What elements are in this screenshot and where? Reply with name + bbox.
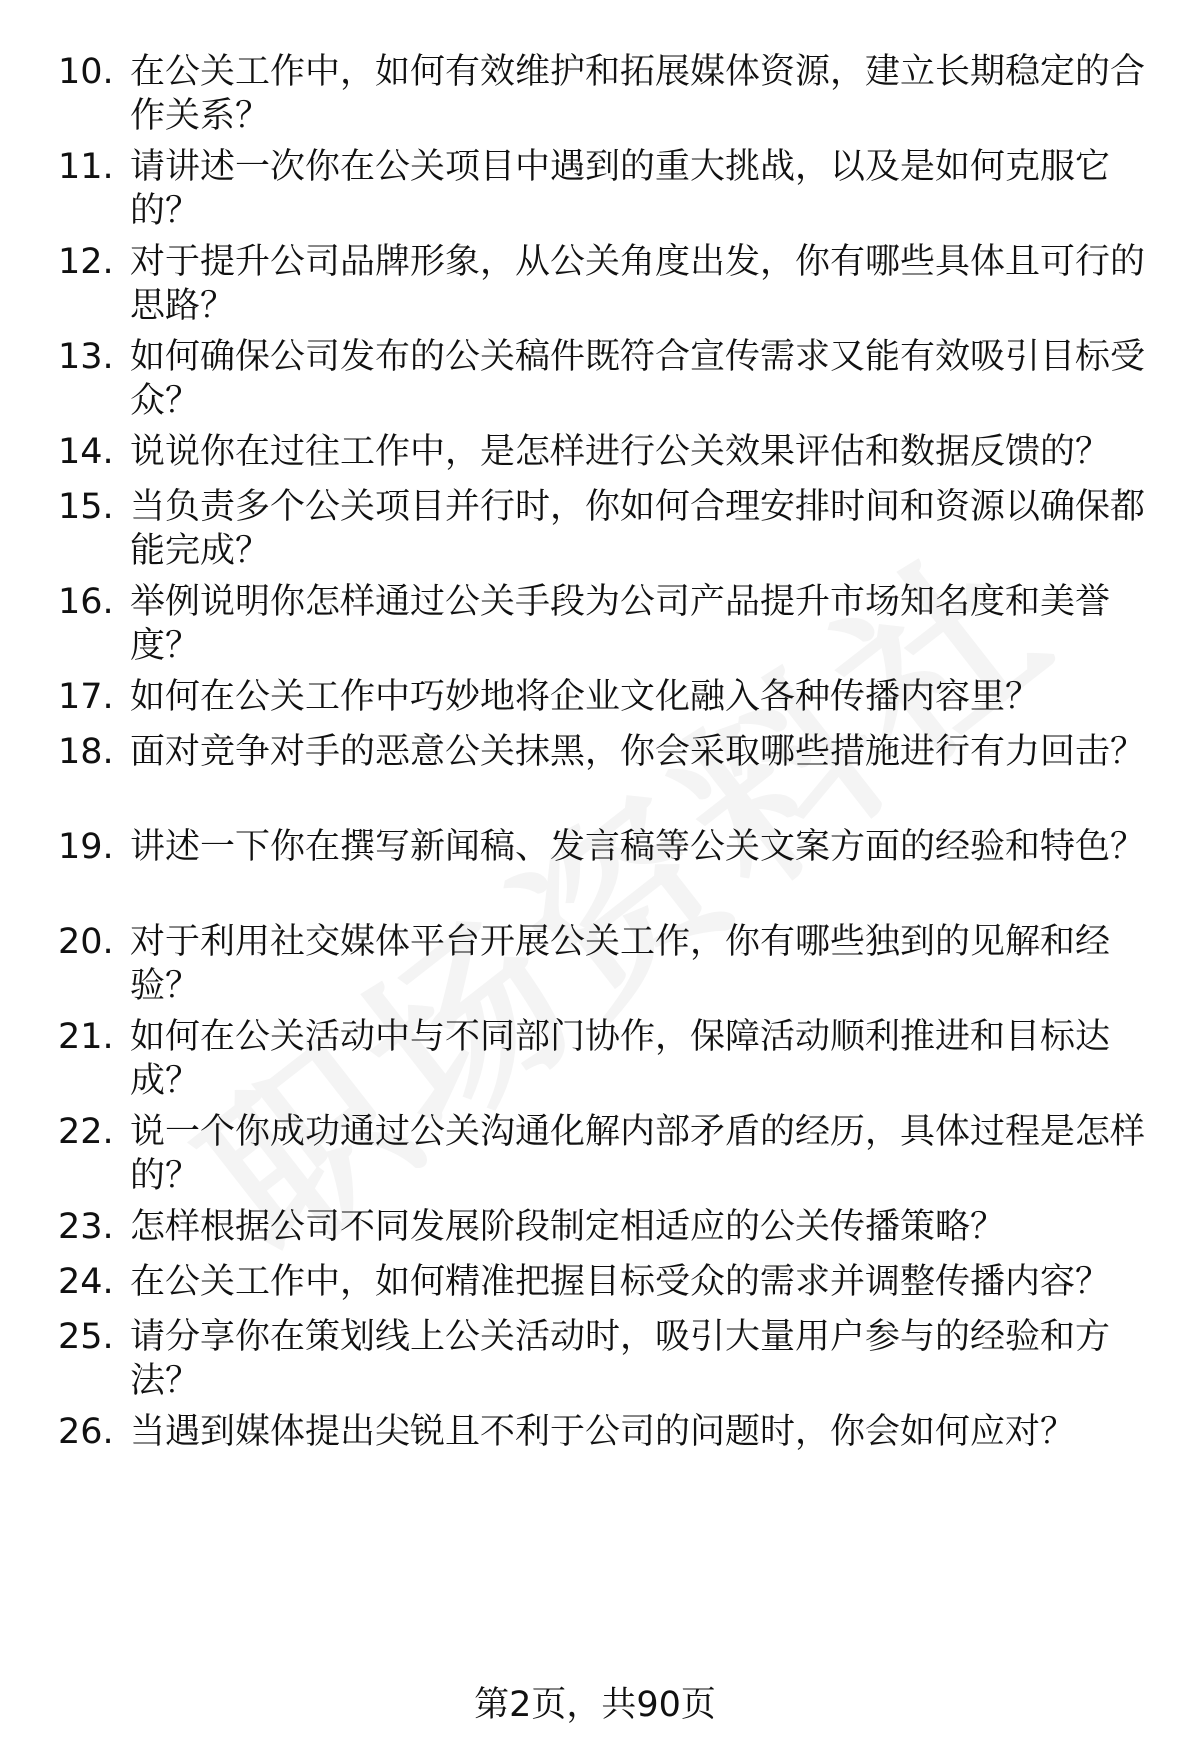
question-number: 13. xyxy=(58,337,114,377)
question-text: 请分享你在策划线上公关活动时，吸引大量用户参与的经验和方法？ xyxy=(130,1317,1111,1401)
question-number: 11. xyxy=(58,147,114,187)
question-text: 当负责多个公关项目并行时，你如何合理安排时间和资源以确保都能完成？ xyxy=(130,487,1146,571)
question-number: 25. xyxy=(58,1317,114,1357)
question-text: 当遇到媒体提出尖锐且不利于公司的问题时，你会如何应对？ xyxy=(130,1412,1076,1452)
question-text: 面对竞争对手的恶意公关抹黑，你会采取哪些措施进行有力回击？ xyxy=(130,732,1146,772)
question-text: 对于利用社交媒体平台开展公关工作，你有哪些独到的见解和经验？ xyxy=(130,922,1111,1006)
question-text: 在公关工作中，如何有效维护和拓展媒体资源，建立长期稳定的合作关系？ xyxy=(130,52,1146,136)
question-text: 在公关工作中，如何精准把握目标受众的需求并调整传播内容？ xyxy=(130,1262,1111,1302)
question-number: 23. xyxy=(58,1207,114,1247)
question-number: 16. xyxy=(58,582,114,622)
question-number: 17. xyxy=(58,677,114,717)
question-text: 如何确保公司发布的公关稿件既符合宣传需求又能有效吸引目标受众？ xyxy=(130,337,1146,421)
question-text: 举例说明你怎样通过公关手段为公司产品提升市场知名度和美誉度？ xyxy=(130,582,1111,666)
question-number: 18. xyxy=(58,732,114,772)
question-number: 24. xyxy=(58,1262,114,1302)
question-text: 请讲述一次你在公关项目中遇到的重大挑战，以及是如何克服它的？ xyxy=(130,147,1111,231)
question-number: 15. xyxy=(58,487,114,527)
page-number-footer: 第2页，共90页 xyxy=(474,1685,716,1725)
question-number: 10. xyxy=(58,52,114,92)
question-number: 14. xyxy=(58,432,114,472)
question-text: 如何在公关工作中巧妙地将企业文化融入各种传播内容里？ xyxy=(130,677,1041,717)
question-text: 说说你在过往工作中，是怎样进行公关效果评估和数据反馈的？ xyxy=(130,432,1111,472)
question-text: 怎样根据公司不同发展阶段制定相适应的公关传播策略？ xyxy=(130,1207,1006,1247)
question-number: 26. xyxy=(58,1412,114,1452)
question-text: 说一个你成功通过公关沟通化解内部矛盾的经历，具体过程是怎样的？ xyxy=(130,1112,1146,1196)
question-number: 22. xyxy=(58,1112,114,1152)
question-number: 12. xyxy=(58,242,114,282)
question-number: 21. xyxy=(58,1017,114,1057)
question-text: 如何在公关活动中与不同部门协作，保障活动顺利推进和目标达成？ xyxy=(130,1017,1111,1101)
question-number: 20. xyxy=(58,922,114,962)
question-number: 19. xyxy=(58,827,114,867)
question-text: 讲述一下你在撰写新闻稿、发言稿等公关文案方面的经验和特色？ xyxy=(130,827,1146,867)
question-text: 对于提升公司品牌形象，从公关角度出发，你有哪些具体且可行的思路？ xyxy=(130,242,1146,326)
